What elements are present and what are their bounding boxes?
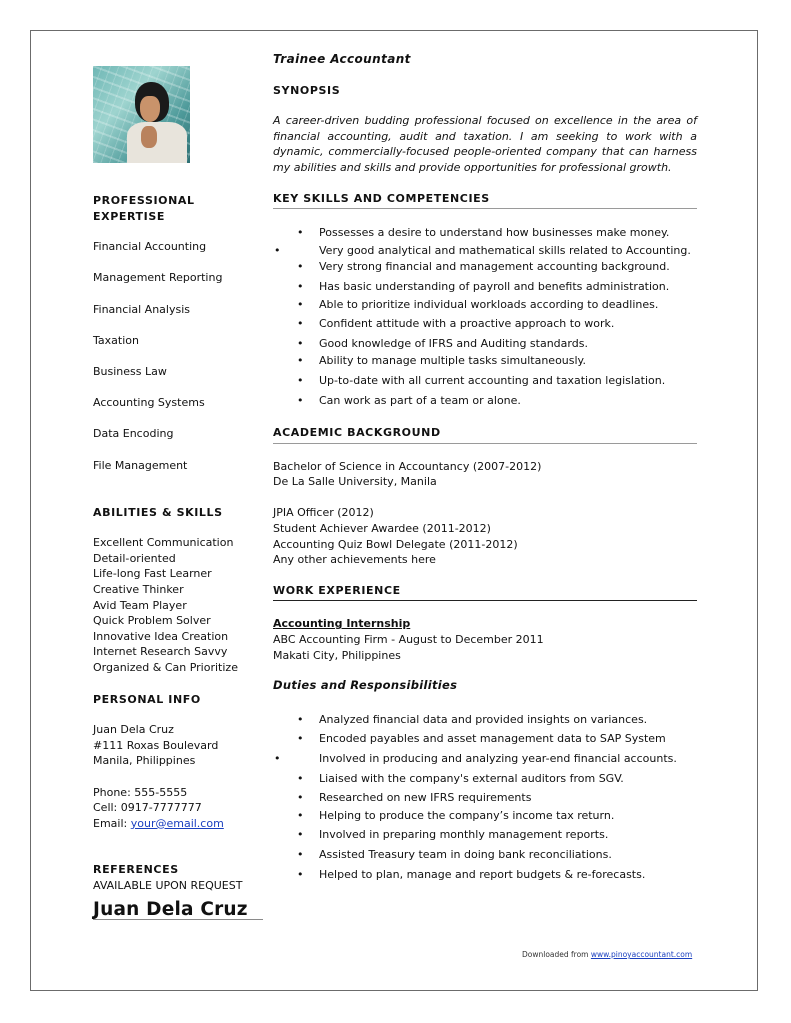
personal-info-heading: PERSONAL INFO (93, 692, 201, 706)
list-item: • Confident attitude with a proactive approach to work. (297, 317, 615, 331)
job-company: ABC Accounting Firm - August to December 2011 (273, 633, 544, 647)
references-text: AVAILABLE UPON REQUEST (93, 878, 243, 892)
job-title-heading: Trainee Accountant (273, 52, 411, 66)
list-item: • Very good analytical and mathematical skills related to Accounting. (274, 243, 691, 257)
list-item: • Liaised with the company's external auditors from SGV. (297, 771, 624, 785)
person-name: Juan Dela Cruz (93, 723, 174, 737)
ability-item: Excellent Communication (93, 536, 234, 550)
achievement: JPIA Officer (2012) (273, 506, 374, 520)
list-item: • Up-to-date with all current accounting and taxation legislation. (297, 373, 666, 387)
achievement: Any other achievements here (273, 553, 436, 567)
signature-name: Juan Dela Cruz (93, 902, 263, 921)
list-item: • Ability to manage multiple tasks simultaneously. (297, 354, 586, 368)
expertise-heading: PROFESSIONAL EXPERTISE (93, 194, 195, 223)
expertise-item: Accounting Systems (93, 396, 205, 410)
abilities-heading: ABILITIES & SKILLS (93, 505, 223, 519)
address-line: Manila, Philippines (93, 754, 196, 768)
footer-credit: Downloaded from www.pinoyaccountant.com (522, 950, 693, 959)
list-item: • Involved in preparing monthly management reports. (297, 828, 609, 842)
expertise-list (93, 239, 265, 489)
list-item: • Good knowledge of IFRS and Auditing standards. (297, 336, 588, 350)
expertise-item: File Management (93, 458, 188, 472)
list-item: • Possesses a desire to understand how businesses make money. (297, 226, 670, 240)
duties-list (273, 712, 697, 882)
phone: Phone: 555-5555 (93, 785, 188, 799)
right-column (273, 52, 697, 882)
list-item: • Helped to plan, manage and report budgets & re-forecasts. (297, 867, 646, 881)
ability-item: Organized & Can Prioritize (93, 661, 238, 675)
cell: Cell: 0917-7777777 (93, 801, 202, 815)
expertise-item: Data Encoding (93, 427, 174, 441)
expertise-item: Financial Analysis (93, 302, 190, 316)
work-heading: WORK EXPERIENCE (273, 583, 697, 602)
expertise-item: Management Reporting (93, 271, 223, 285)
school: De La Salle University, Manila (273, 475, 437, 489)
email-line: Email: your@email.com (93, 816, 224, 830)
academic-heading: ACADEMIC BACKGROUND (273, 425, 697, 444)
left-column (93, 66, 265, 920)
job-title: Accounting Internship (273, 617, 411, 631)
list-item: • Assisted Treasury team in doing bank reconciliations. (297, 847, 612, 861)
list-item: • Helping to produce the company’s income tax return. (297, 808, 615, 822)
achievement: Accounting Quiz Bowl Delegate (2011-2012) (273, 537, 518, 551)
list-item: • Able to prioritize individual workloads according to deadlines. (297, 297, 659, 311)
list-item: • Can work as part of a team or alone. (297, 393, 521, 407)
achievement: Student Achiever Awardee (2011-2012) (273, 522, 491, 536)
address-line: #111 Roxas Boulevard (93, 738, 219, 752)
list-item: • Researched on new IFRS requirements (297, 791, 532, 805)
skills-list (273, 225, 697, 408)
skills-heading: KEY SKILLS AND COMPETENCIES (273, 191, 697, 210)
references-heading: REFERENCES (93, 863, 179, 877)
expertise-item: Business Law (93, 364, 167, 378)
personal-info (93, 722, 265, 831)
list-item: • Involved in producing and analyzing year-end financial accounts. (274, 752, 677, 765)
list-item: • Has basic understanding of payroll and benefits administration. (297, 279, 670, 293)
ability-item: Detail-oriented (93, 551, 176, 565)
synopsis-heading: SYNOPSIS (273, 83, 341, 97)
list-item: • Encoded payables and asset management data to SAP System (297, 732, 666, 746)
degree: Bachelor of Science in Accountancy (2007-2012) (273, 459, 542, 473)
ability-item: Creative Thinker (93, 583, 184, 597)
ability-item: Life-long Fast Learner (93, 567, 212, 581)
abilities-list (93, 535, 265, 675)
duties-heading: Duties and Responsibilities (273, 678, 458, 693)
expertise-item: Taxation (93, 333, 139, 347)
email-link[interactable]: your@email.com (130, 816, 224, 830)
ability-item: Innovative Idea Creation (93, 629, 229, 643)
synopsis-text: A career-driven budding professional focused on excellence in the area of financial accounting, audit and taxation. I am seeking to work with a dynamic, commercially-focused people-oriented company that can harness my abilities and skills and provide opportunities for professional growth. (273, 114, 697, 174)
ability-item: Quick Problem Solver (93, 614, 211, 628)
footer-link[interactable]: www.pinoyaccountant.com (590, 950, 693, 959)
job-location: Makati City, Philippines (273, 648, 401, 662)
ability-item: Internet Research Savvy (93, 645, 228, 659)
list-item: • Analyzed financial data and provided insights on variances. (297, 712, 648, 726)
profile-photo (93, 66, 190, 163)
list-item: • Very strong financial and management accounting background. (297, 260, 670, 274)
expertise-item: Financial Accounting (93, 240, 207, 254)
ability-item: Avid Team Player (93, 598, 187, 612)
